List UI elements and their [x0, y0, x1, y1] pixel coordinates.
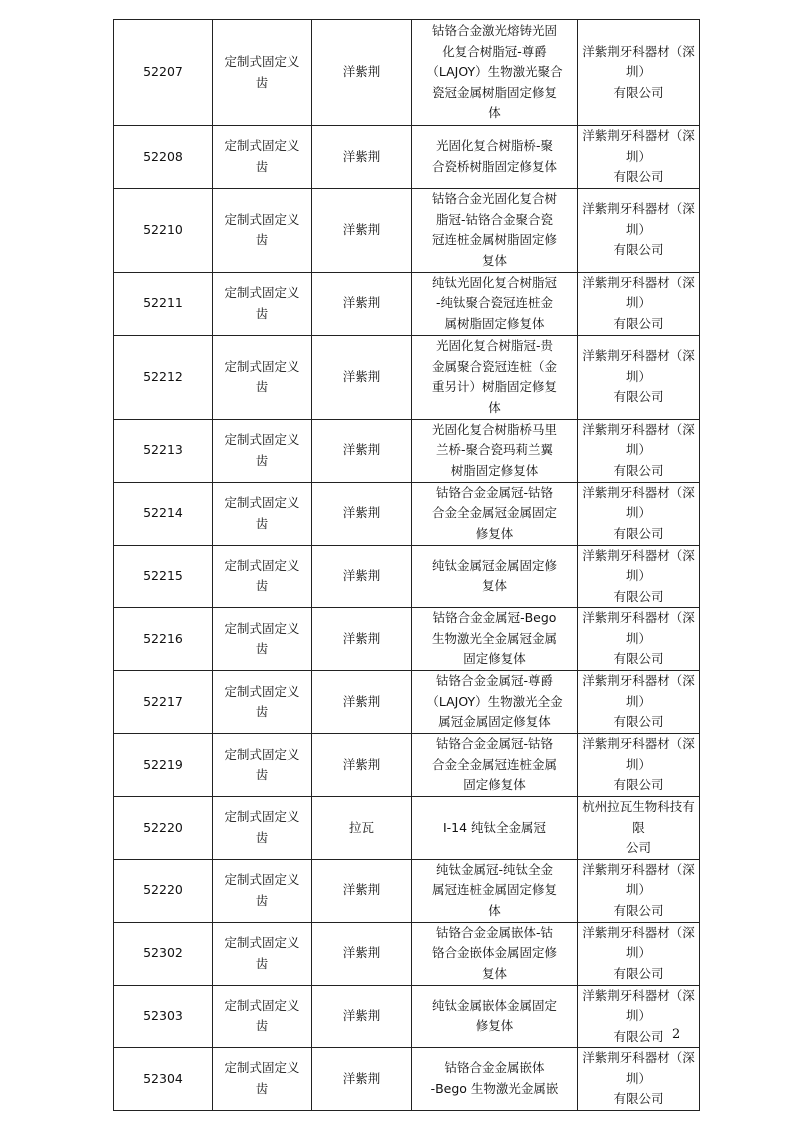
product-name-cell-text: 钴铬合金金属冠-钴铬 合金全金属冠金属固定 修复体 — [431, 484, 557, 541]
product-name-cell — [412, 797, 578, 860]
company-cell — [578, 734, 700, 797]
table-row — [114, 126, 700, 189]
company-cell-text: 洋紫荆牙科器材（深圳） 有限公司 — [582, 924, 695, 981]
category-cell — [213, 671, 312, 734]
table-body — [114, 20, 700, 1111]
category-cell-text: 定制式固定义 齿 — [224, 285, 300, 321]
product-name-cell — [412, 671, 578, 734]
company-cell-text: 洋紫荆牙科器材（深圳） 有限公司 — [582, 1050, 695, 1106]
product-code-cell — [114, 272, 213, 335]
category-cell-text: 定制式固定义 齿 — [224, 620, 300, 656]
brand-cell — [312, 985, 412, 1048]
product-name-cell — [412, 922, 578, 985]
table-row — [114, 419, 700, 482]
brand-cell-text: 洋紫荆 — [342, 945, 381, 961]
product-code-cell-text: 52214 — [143, 505, 183, 521]
brand-cell — [312, 20, 412, 126]
product-name-cell — [412, 335, 578, 419]
product-name-cell — [412, 20, 578, 126]
category-cell-text: 定制式固定义 齿 — [224, 54, 300, 90]
brand-cell-text: 洋紫荆 — [342, 148, 381, 164]
product-name-cell — [412, 1048, 578, 1111]
product-name-cell-text: 光固化复合树脂桥马里 兰桥-聚合瓷玛莉兰翼 树脂固定修复体 — [431, 421, 557, 478]
product-name-cell-text: 纯钛金属冠-纯钛全金 属冠连桩金属固定修复 体 — [431, 861, 557, 918]
product-code-cell-text: 52211 — [143, 295, 183, 311]
category-cell — [213, 1048, 312, 1111]
brand-cell — [312, 734, 412, 797]
company-cell-text: 洋紫荆牙科器材（深圳） 有限公司 — [582, 484, 695, 541]
brand-cell-text: 洋紫荆 — [342, 756, 381, 772]
product-code-cell — [114, 985, 213, 1048]
company-cell — [578, 671, 700, 734]
product-name-cell — [412, 608, 578, 671]
product-name-cell-text: 钴铬合金激光熔铸光固 化复合树脂冠-尊爵 （LAJOY）生物激光聚合 瓷冠金属树脂固定修复 体 — [426, 23, 563, 121]
category-cell-text: 定制式固定义 齿 — [224, 495, 300, 531]
brand-cell-text: 洋紫荆 — [342, 505, 381, 521]
category-cell — [213, 608, 312, 671]
product-name-cell — [412, 985, 578, 1048]
brand-cell-text: 洋紫荆 — [342, 64, 381, 80]
product-code-cell-text: 52212 — [143, 368, 183, 384]
product-code-cell — [114, 188, 213, 272]
company-cell — [578, 482, 700, 545]
brand-cell-text: 洋紫荆 — [342, 882, 381, 898]
product-code-cell-text: 52303 — [143, 1008, 183, 1023]
product-name-cell-text: 纯钛金属冠金属固定修 复体 — [431, 557, 557, 594]
company-cell — [578, 545, 700, 608]
product-code-cell-text: 52215 — [143, 568, 183, 583]
product-code-cell — [114, 608, 213, 671]
table-row — [114, 545, 700, 608]
product-code-cell — [114, 797, 213, 860]
company-cell-text: 洋紫荆牙科器材（深圳） 有限公司 — [582, 201, 695, 258]
brand-cell-text: 洋紫荆 — [342, 1008, 381, 1023]
product-name-cell-text: 钴铬合金金属冠-钴铬 合金全金属冠连桩金属 固定修复体 — [431, 736, 557, 793]
company-cell-text: 洋紫荆牙科器材（深圳） 有限公司 — [582, 610, 695, 667]
product-name-cell — [412, 126, 578, 189]
company-cell — [578, 797, 700, 860]
brand-cell-text: 洋紫荆 — [342, 221, 381, 237]
table-row — [114, 335, 700, 419]
product-code-cell-text: 52219 — [143, 756, 183, 772]
product-name-cell-text: 钴铬合金金属嵌体-钴 铬合金嵌体金属固定修 复体 — [431, 924, 557, 981]
brand-cell — [312, 671, 412, 734]
company-cell — [578, 1048, 700, 1111]
product-code-cell-text: 52207 — [143, 64, 183, 80]
table-row — [114, 1048, 700, 1111]
product-name-cell-text: 光固化复合树脂桥-聚 合瓷桥树脂固定修复体 — [431, 138, 557, 174]
category-cell-text: 定制式固定义 齿 — [224, 432, 300, 468]
category-cell — [213, 734, 312, 797]
product-name-cell — [412, 545, 578, 608]
brand-cell — [312, 335, 412, 419]
table-row — [114, 985, 700, 1048]
company-cell-text: 洋紫荆牙科器材（深圳） 有限公司 — [582, 43, 695, 100]
brand-cell — [312, 272, 412, 335]
category-cell — [213, 272, 312, 335]
category-cell — [213, 419, 312, 482]
category-cell-text: 定制式固定义 齿 — [224, 935, 300, 971]
brand-cell-text: 洋紫荆 — [342, 630, 381, 646]
product-code-cell-text: 52208 — [143, 148, 183, 164]
category-cell — [213, 922, 312, 985]
table-row — [114, 859, 700, 922]
product-code-cell-text: 52304 — [143, 1070, 183, 1086]
product-code-cell-text: 52210 — [143, 221, 183, 237]
category-cell — [213, 20, 312, 126]
company-cell-text: 洋紫荆牙科器材（深圳） 有限公司 — [582, 547, 695, 604]
company-cell-text: 洋紫荆牙科器材（深圳） 有限公司 — [582, 421, 695, 478]
category-cell-text: 定制式固定义 齿 — [224, 1060, 300, 1096]
table-row — [114, 20, 700, 126]
table-row — [114, 482, 700, 545]
product-name-cell — [412, 859, 578, 922]
table-row — [114, 922, 700, 985]
table-row — [114, 797, 700, 860]
table-row — [114, 608, 700, 671]
category-cell-text: 定制式固定义 齿 — [224, 211, 300, 247]
company-cell — [578, 335, 700, 419]
product-name-cell-text: 光固化复合树脂冠-贵 金属聚合瓷冠连桩（金 重另计）树脂固定修复 体 — [431, 338, 557, 415]
product-code-cell — [114, 545, 213, 608]
product-name-cell — [412, 188, 578, 272]
company-cell — [578, 859, 700, 922]
company-cell-text: 洋紫荆牙科器材（深圳） 有限公司 — [582, 274, 695, 331]
category-cell — [213, 797, 312, 860]
product-code-cell-text: 52213 — [143, 442, 183, 458]
product-code-cell-text: 52217 — [143, 693, 183, 709]
product-code-cell — [114, 482, 213, 545]
category-cell — [213, 985, 312, 1048]
category-cell — [213, 859, 312, 922]
category-cell-text: 定制式固定义 齿 — [224, 997, 300, 1034]
product-name-cell — [412, 272, 578, 335]
category-cell-text: 定制式固定义 齿 — [224, 557, 300, 594]
product-name-cell — [412, 734, 578, 797]
product-code-cell-text: 52220 — [143, 819, 183, 835]
brand-cell — [312, 1048, 412, 1111]
product-name-cell-text: 纯钛光固化复合树脂冠 -纯钛聚合瓷冠连桩金 属树脂固定修复体 — [431, 274, 557, 331]
product-code-cell — [114, 419, 213, 482]
product-code-cell — [114, 1048, 213, 1111]
product-code-cell — [114, 20, 213, 126]
product-name-cell — [412, 482, 578, 545]
brand-cell-text: 洋紫荆 — [342, 442, 381, 458]
company-cell — [578, 419, 700, 482]
product-code-cell-text: 52220 — [143, 882, 183, 898]
product-code-cell-text: 52302 — [143, 945, 183, 961]
brand-cell — [312, 188, 412, 272]
category-cell — [213, 126, 312, 189]
product-code-cell — [114, 126, 213, 189]
product-table — [113, 19, 700, 1111]
table-row — [114, 188, 700, 272]
table-row — [114, 272, 700, 335]
product-name-cell-text: 钴铬合金光固化复合树 脂冠-钴铬合金聚合瓷 冠连桩金属树脂固定修 复体 — [431, 191, 557, 268]
product-code-cell — [114, 859, 213, 922]
company-cell — [578, 985, 700, 1048]
category-cell-text: 定制式固定义 齿 — [224, 138, 300, 174]
brand-cell-text: 洋紫荆 — [342, 295, 381, 311]
brand-cell — [312, 859, 412, 922]
company-cell — [578, 20, 700, 126]
product-name-cell — [412, 419, 578, 482]
company-cell — [578, 272, 700, 335]
company-cell-text: 洋紫荆牙科器材（深圳） 有限公司 — [582, 987, 695, 1044]
product-code-cell — [114, 335, 213, 419]
category-cell-text: 定制式固定义 齿 — [224, 746, 300, 782]
brand-cell — [312, 126, 412, 189]
brand-cell — [312, 922, 412, 985]
brand-cell — [312, 545, 412, 608]
category-cell — [213, 482, 312, 545]
page-number: 2 — [672, 1027, 681, 1042]
product-code-cell — [114, 922, 213, 985]
product-name-cell-text: 纯钛金属嵌体金属固定 修复体 — [431, 997, 557, 1034]
brand-cell — [312, 797, 412, 860]
company-cell-text: 杭州拉瓦生物科技有限 公司 — [582, 799, 695, 855]
product-name-cell-text: 钴铬合金金属嵌体 -Bego 生物激光金属嵌 — [430, 1060, 559, 1096]
table-row — [114, 734, 700, 797]
category-cell — [213, 335, 312, 419]
brand-cell — [312, 608, 412, 671]
brand-cell — [312, 419, 412, 482]
brand-cell-text: 洋紫荆 — [342, 368, 381, 384]
company-cell — [578, 126, 700, 189]
company-cell-text: 洋紫荆牙科器材（深圳） 有限公司 — [582, 673, 695, 730]
category-cell-text: 定制式固定义 齿 — [224, 872, 300, 908]
category-cell-text: 定制式固定义 齿 — [224, 683, 300, 719]
company-cell-text: 洋紫荆牙科器材（深圳） 有限公司 — [582, 128, 695, 184]
product-name-cell-text: I-14 纯钛全金属冠 — [442, 819, 547, 835]
company-cell — [578, 922, 700, 985]
category-cell — [213, 188, 312, 272]
brand-cell-text: 洋紫荆 — [342, 1070, 381, 1086]
category-cell-text: 定制式固定义 齿 — [224, 358, 300, 394]
brand-cell-text: 拉瓦 — [348, 819, 374, 835]
company-cell-text: 洋紫荆牙科器材（深圳） 有限公司 — [582, 348, 695, 405]
category-cell — [213, 545, 312, 608]
brand-cell-text: 洋紫荆 — [342, 568, 381, 583]
company-cell — [578, 608, 700, 671]
table-row — [114, 671, 700, 734]
brand-cell-text: 洋紫荆 — [342, 693, 381, 709]
company-cell-text: 洋紫荆牙科器材（深圳） 有限公司 — [582, 736, 695, 793]
product-name-cell-text: 钴铬合金金属冠-尊爵 （LAJOY）生物激光全金 属冠金属固定修复体 — [426, 673, 563, 730]
company-cell — [578, 188, 700, 272]
brand-cell — [312, 482, 412, 545]
product-code-cell — [114, 671, 213, 734]
product-name-cell-text: 钴铬合金金属冠-Bego 生物激光全金属冠金属 固定修复体 — [431, 610, 557, 667]
product-code-cell — [114, 734, 213, 797]
company-cell-text: 洋紫荆牙科器材（深圳） 有限公司 — [582, 861, 695, 918]
product-code-cell-text: 52216 — [143, 630, 183, 646]
category-cell-text: 定制式固定义 齿 — [224, 809, 300, 845]
